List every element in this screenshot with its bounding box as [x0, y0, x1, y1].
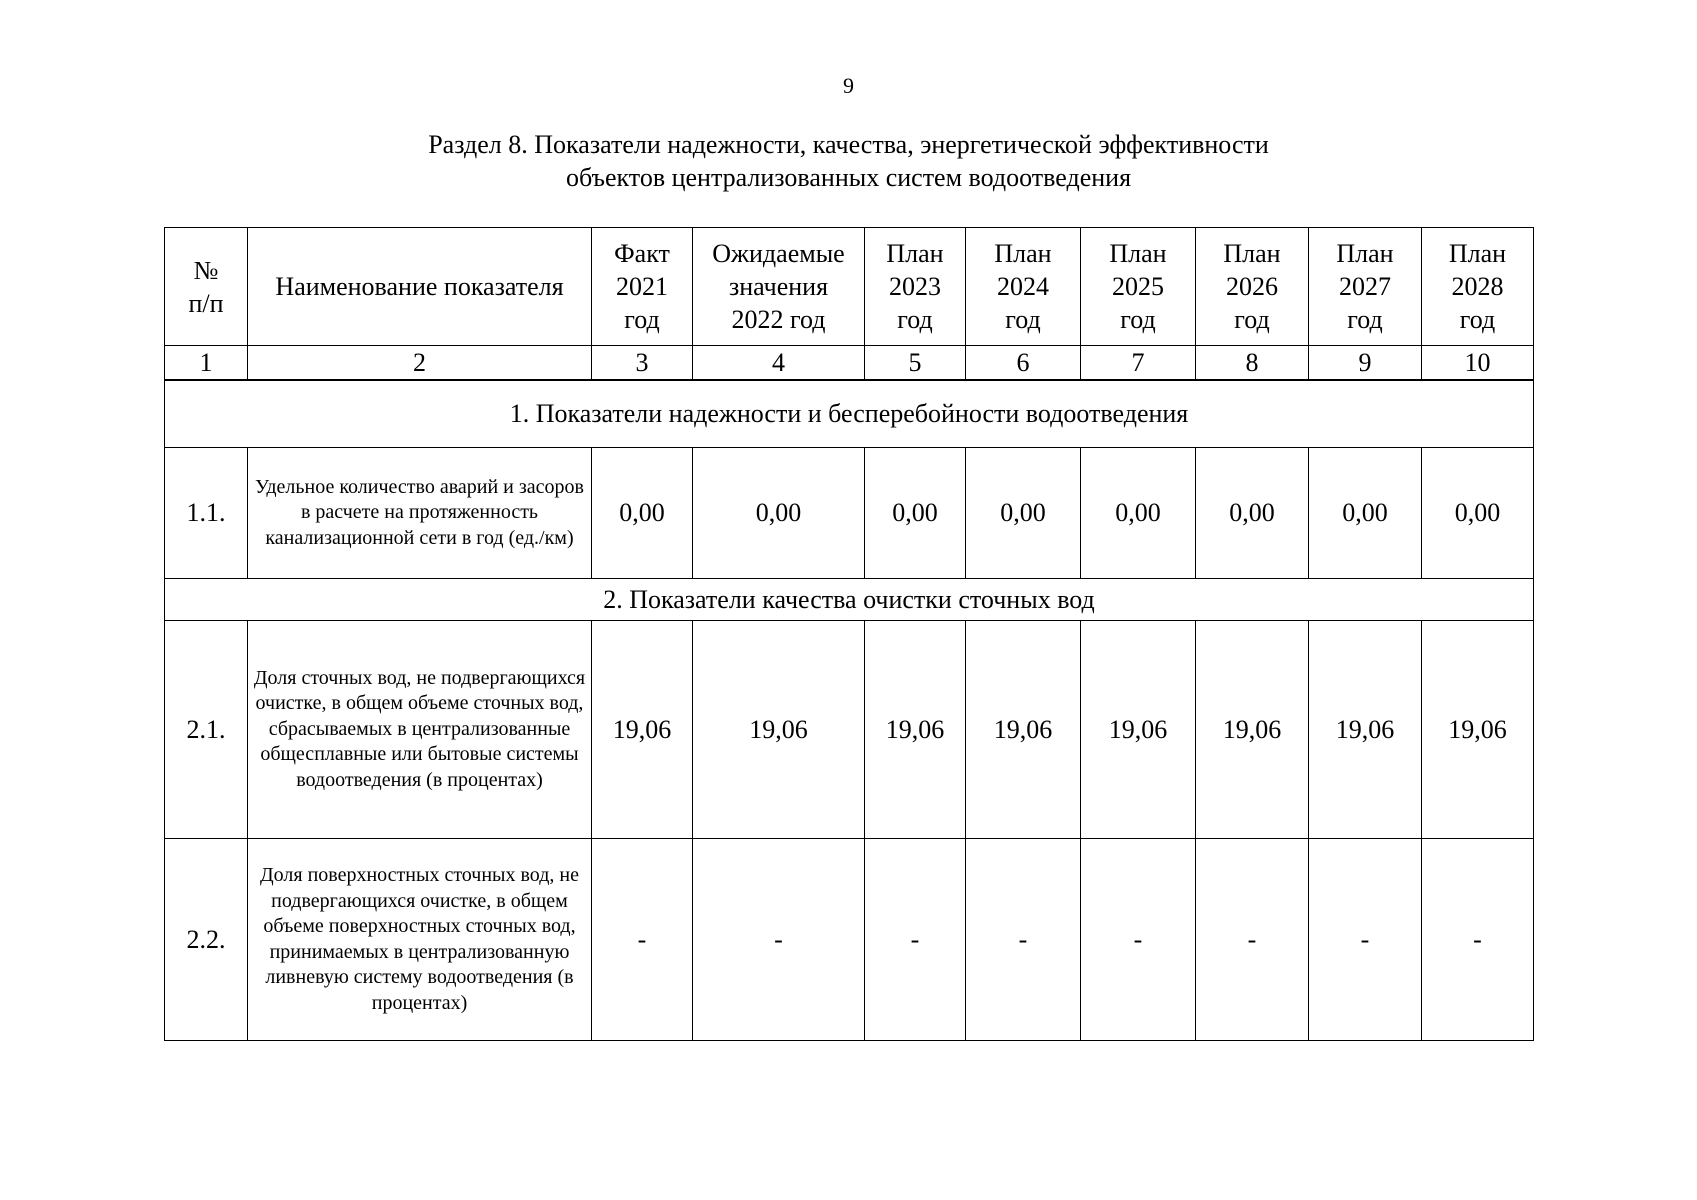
value-cell: 19,06 [966, 621, 1081, 839]
value-cell: - [1081, 839, 1196, 1041]
table-row [165, 448, 1534, 579]
header-text: значения [728, 272, 829, 301]
section-title [0, 128, 1697, 194]
value-cell: 19,06 [1422, 621, 1534, 839]
header-cell-plan-2026 [1196, 228, 1309, 346]
indicator-name: Удельное количество аварий и засоров в расчете на протяженность канализационной сети в год (ед./км) [248, 448, 592, 579]
header-text: 2024 [997, 272, 1049, 301]
header-text: 2028 [1451, 272, 1504, 301]
header-text: год [624, 305, 660, 334]
value-cell: 0,00 [865, 448, 966, 579]
column-number: 7 [1081, 346, 1196, 381]
header-cell-expected-2022 [693, 228, 865, 346]
header-text: год [1005, 305, 1041, 334]
column-number: 9 [1309, 346, 1422, 381]
header-text: 2025 [1112, 272, 1164, 301]
row-number: 2.1. [165, 621, 248, 839]
column-number: 4 [693, 346, 865, 381]
header-text: год [1459, 305, 1496, 334]
value-cell: 19,06 [865, 621, 966, 839]
section-header-row [165, 579, 1534, 621]
value-cell: 0,00 [592, 448, 693, 579]
header-text: п/п [188, 288, 224, 318]
table-row [165, 621, 1534, 839]
row-number: 2.2. [165, 839, 248, 1041]
header-cell-plan-2028 [1422, 228, 1534, 346]
value-cell: - [966, 839, 1081, 1041]
header-text: Факт [614, 239, 670, 268]
value-cell: - [865, 839, 966, 1041]
value-cell: 0,00 [1196, 448, 1309, 579]
indicators-table [164, 227, 1534, 1041]
row-number: 1.1. [165, 448, 248, 579]
value-cell: - [693, 839, 865, 1041]
column-number: 8 [1196, 346, 1309, 381]
header-text: 2021 [616, 272, 668, 301]
header-cell-name [248, 228, 592, 346]
header-row [165, 228, 1534, 346]
table-row [165, 839, 1534, 1041]
header-text: год [1234, 305, 1270, 334]
value-cell: - [1309, 839, 1422, 1041]
column-number: 3 [592, 346, 693, 381]
section-header-row [165, 380, 1534, 448]
value-cell: 19,06 [592, 621, 693, 839]
section-title-line-2: объектов централизованных систем водоотведения [565, 163, 1132, 192]
indicator-name: Доля поверхностных сточных вод, не подвергающихся очистке, в общем объеме поверхностных сточных вод, принимаемых в централизованную ливневую систему водоотведения (в процентах) [248, 839, 592, 1041]
header-text: План [1109, 239, 1167, 268]
column-number-row [165, 346, 1534, 381]
indicator-name: Доля сточных вод, не подвергающихся очистке, в общем объеме сточных вод, сбрасываемых в централизованные общесплавные или бытовые системы водоотведения (в процентах) [248, 621, 592, 839]
value-cell: 0,00 [966, 448, 1081, 579]
header-cell-fact-2021 [592, 228, 693, 346]
value-cell: - [1196, 839, 1309, 1041]
column-number: 10 [1422, 346, 1534, 381]
header-cell-number [165, 228, 248, 346]
header-text: 2027 [1339, 272, 1391, 301]
header-text: 2023 [889, 272, 941, 301]
header-cell-plan-2027 [1309, 228, 1422, 346]
header-text: План [1223, 239, 1281, 268]
section-title-line-1: Раздел 8. Показатели надежности, качества, энергетической эффективности [428, 130, 1269, 159]
header-text: год [1347, 305, 1383, 334]
header-text: год [1120, 305, 1156, 334]
value-cell: - [592, 839, 693, 1041]
column-number: 1 [165, 346, 248, 381]
section-title-reliability: 1. Показатели надежности и бесперебойности водоотведения [165, 380, 1534, 448]
value-cell: 0,00 [693, 448, 865, 579]
value-cell: 0,00 [1422, 448, 1534, 579]
column-number: 6 [966, 346, 1081, 381]
value-cell: - [1422, 839, 1534, 1041]
header-text: год [897, 305, 933, 334]
value-cell: 19,06 [1309, 621, 1422, 839]
header-text: 2022 год [731, 305, 826, 334]
header-cell-plan-2025 [1081, 228, 1196, 346]
header-text: № [193, 255, 219, 285]
value-cell: 19,06 [1081, 621, 1196, 839]
value-cell: 19,06 [693, 621, 865, 839]
header-text: 2026 [1226, 272, 1278, 301]
header-cell-plan-2024 [966, 228, 1081, 346]
column-number: 5 [865, 346, 966, 381]
header-text: План [994, 239, 1052, 268]
page-number: 9 [843, 73, 854, 98]
header-text: План [1336, 239, 1394, 268]
header-cell-plan-2023 [865, 228, 966, 346]
header-text: Наименование показателя [275, 272, 564, 301]
value-cell: 0,00 [1309, 448, 1422, 579]
column-number: 2 [248, 346, 592, 381]
header-text: План [886, 239, 944, 268]
section-title-wastewater-quality: 2. Показатели качества очистки сточных вод [165, 579, 1534, 621]
header-text: План [1448, 239, 1507, 268]
value-cell: 19,06 [1196, 621, 1309, 839]
header-text: Ожидаемые [712, 239, 845, 268]
value-cell: 0,00 [1081, 448, 1196, 579]
